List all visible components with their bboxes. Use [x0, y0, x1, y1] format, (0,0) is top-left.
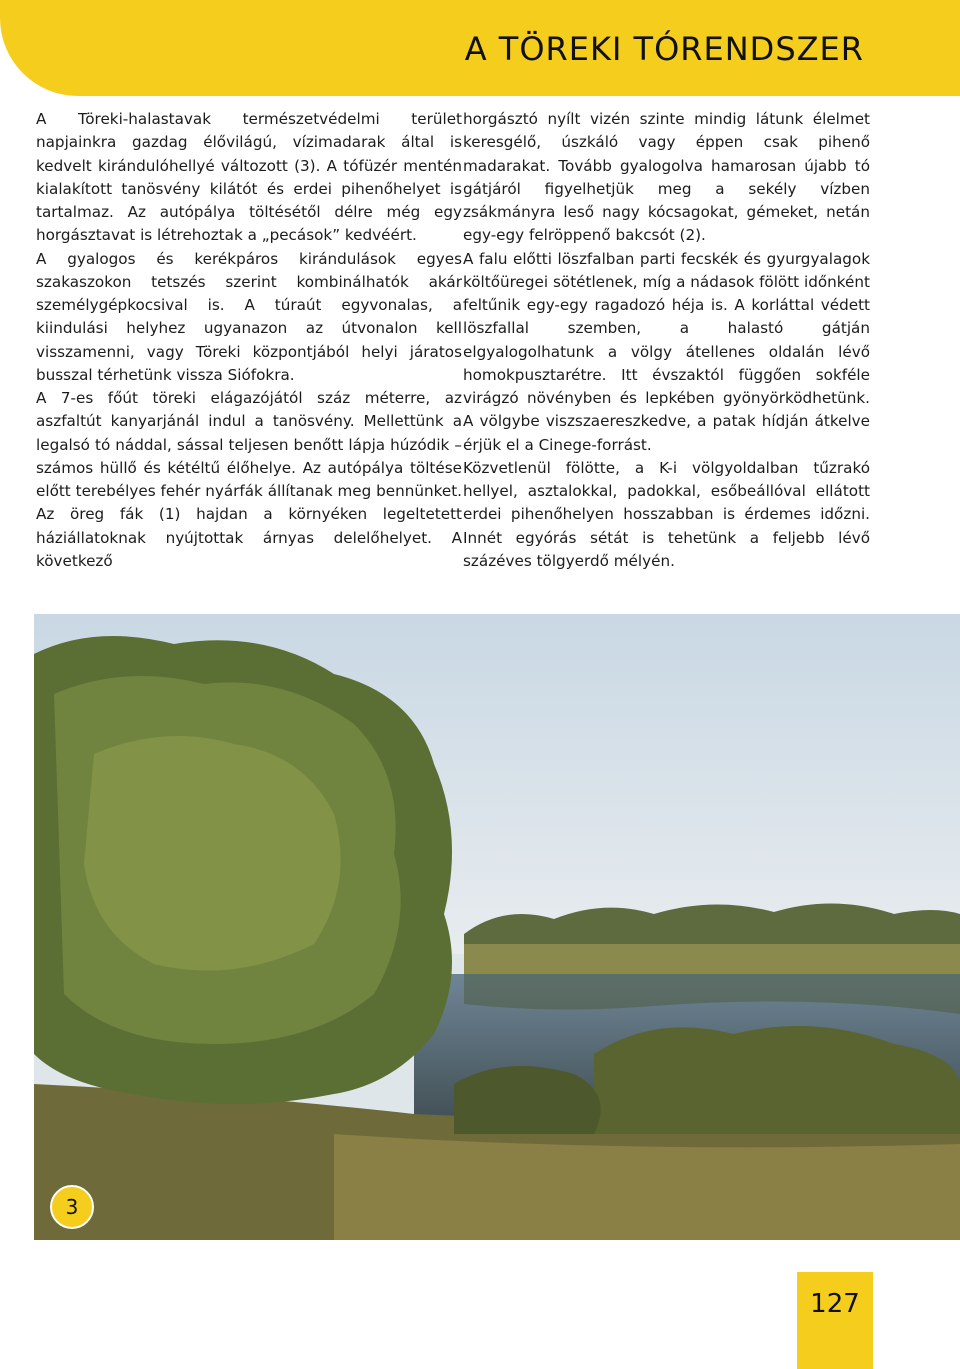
page-title: A TÖREKI TÓRENDSZER [464, 30, 864, 68]
lake-photo [34, 614, 960, 1240]
photo-number-badge: 3 [50, 1185, 94, 1229]
paragraph: A falu előtti löszfalban parti fecskék és gyurgyalagok költőüregei sötétlenek, míg a nádasok fölött időnként feltűnik egy-egy ragadozó héja is. A korláttal védett löszfallal szemben, a halastó gátján elgyalogolhatunk a völgy átellenes oldalán lévő homokpusztarétre. Itt évszaktól függően sokféle virágzó növényben és lepkében gyönyörködhetünk. A völgybe viszszaereszkedve, a patak hídján átkelve érjük el a Cinege-forrást. [463, 249, 870, 454]
paragraph: A 7-es főút töreki elágazójától száz méterre, az aszfaltút kanyarjánál indul a tanösvény. Mellettünk a legalsó tó náddal, sással teljesen benőtt lápja húzódik – számos hüllő és kétéltű élőhelye. Az autópálya töltése előtt terebélyes fehér nyárfák állítanak meg bennünket. Az öreg fák (1) hajdan a környéken legeltetett háziállatoknak nyújtottak árnyas delelőhelyet. A következő [36, 389, 462, 570]
left-text-column [36, 108, 462, 573]
page-number: 127 [810, 1289, 860, 1319]
right-text-column [463, 108, 870, 573]
paragraph: A gyalogos és kerékpáros kirándulások egyes szakaszokon tetszés szerint kombinálhatók akár személygépkocsival is. A túraút egyvonalas, a kiindulási helyhez ugyanazon az útvonalon kell visszamenni, vagy Töreki központjából helyi járatos busszal térhetünk vissza Siófokra. [36, 249, 462, 384]
page-number-tab [797, 1272, 873, 1369]
paragraph: A Töreki-halastavak természetvédelmi terület napjainkra gazdag élővilágú, vízimadarak által is kedvelt kirándulóhellyé változott (3). A tófüzér mentén kialakított tanösvény kilátót és erdei pihenőhelyet is tartalmaz. Az autópálya töltésétől délre még egy horgásztavat is létrehoztak a „pecások” kedvéért. [36, 110, 462, 245]
paragraph: Közvetlenül fölötte, a K-i völgyoldalban tűzrakó hellyel, asztalokkal, padokkal, esőbeállóval ellátott erdei pihenőhelyen hosszabban is érdemes időzni. Innét egyórás sétát is tehetünk a feljebb lévő százéves tölgyerdő mélyén. [463, 458, 870, 570]
paragraph: horgásztó nyílt vizén szinte mindig látunk élelmet keresgélő, úszkáló vagy éppen csak pihenő madarakat. Tovább gyalogolva hamarosan újabb tó gátjáról figyelhetjük meg a sekély vízben zsákmányra leső nagy kócsagokat, gémeket, netán egy-egy felröppenő bakcsót (2). [463, 110, 870, 245]
header-band [0, 0, 960, 96]
